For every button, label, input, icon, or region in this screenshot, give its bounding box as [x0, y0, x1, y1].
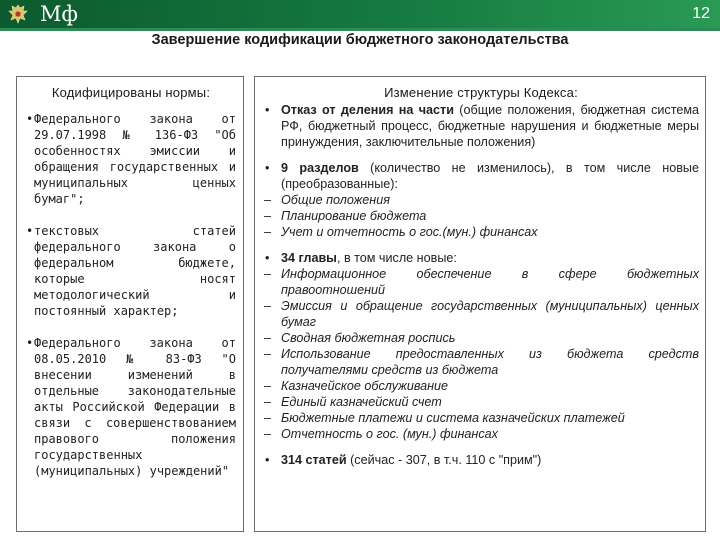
right-panel	[254, 76, 706, 532]
bullet-bold: 34 главы	[281, 251, 337, 265]
dash-item: – Эмиссия и обращение государственных (муниципальных) ценных бумаг	[263, 298, 699, 330]
right-panel-heading: Изменение структуры Кодекса:	[384, 85, 578, 100]
header-bar	[0, 0, 720, 28]
bullet-bold: 314 статей	[281, 453, 347, 467]
dash-item: – Информационное обеспечение в сфере бюджетных правоотношений	[263, 266, 699, 298]
dash-item: – Учет и отчетность о гос.(мун.) финансах	[263, 224, 699, 240]
left-panel	[16, 76, 244, 532]
coat-of-arms-icon	[6, 2, 30, 26]
dash-item: – Использование предоставленных из бюджета средств получателями средств из бюджета	[263, 346, 699, 378]
dash-item: – Бюджетные платежи и система казначейских платежей	[263, 410, 699, 426]
bullet-bold: 9 разделов	[281, 161, 359, 175]
bullet-chapters	[263, 250, 699, 266]
bullet-text: , в том числе новые:	[336, 251, 457, 265]
header-divider	[0, 28, 720, 31]
bullet-parts	[263, 102, 699, 150]
bullet-text: (сейчас - 307, в т.ч. 110 с "прим")	[346, 453, 542, 467]
dash-item: – Планирование бюджета	[263, 208, 699, 224]
left-item: • текстовых статей федерального закона о федеральном бюджете, которые носят методологический и постоянный характер;	[26, 223, 236, 319]
dash-item: – Отчетность о гос. (мун.) финансах	[263, 426, 699, 442]
dash-item: – Единый казначейский счет	[263, 394, 699, 410]
left-item: • Федерального закона от 29.07.1998 № 136-ФЗ "Об особенностях эмиссии и обращения государственных и муниципальных ценных бумаг";	[26, 111, 236, 207]
page-number: 12	[692, 5, 710, 22]
structure-list	[263, 102, 699, 468]
bullet-text: (количество не изменилось), в том числе новые (преобразованные):	[281, 161, 699, 191]
header-brand: Мф	[40, 2, 78, 26]
dash-item: – Сводная бюджетная роспись	[263, 330, 699, 346]
left-item: • Федерального закона от 08.05.2010 № 83-ФЗ "О внесении изменений в отдельные законодательные акты Российской Федерации в связи с совершенствованием правового положения государственных (муниципальных) учреждений"	[26, 335, 236, 479]
slide-title: Завершение кодификации бюджетного законодательства	[151, 32, 569, 48]
bullet-sections	[263, 160, 699, 192]
left-panel-heading: Кодифицированы нормы:	[51, 85, 211, 100]
bullet-bold: Отказ от деления на части	[281, 103, 454, 117]
bullet-text: (общие положения, бюджетная система РФ, бюджетный процесс, бюджетные нарушения и бюджетные меры принуждения, заключительные положения)	[281, 103, 699, 149]
dash-item: – Общие положения	[263, 192, 699, 208]
dash-item: – Казначейское обслуживание	[263, 378, 699, 394]
bullet-articles	[263, 452, 699, 468]
